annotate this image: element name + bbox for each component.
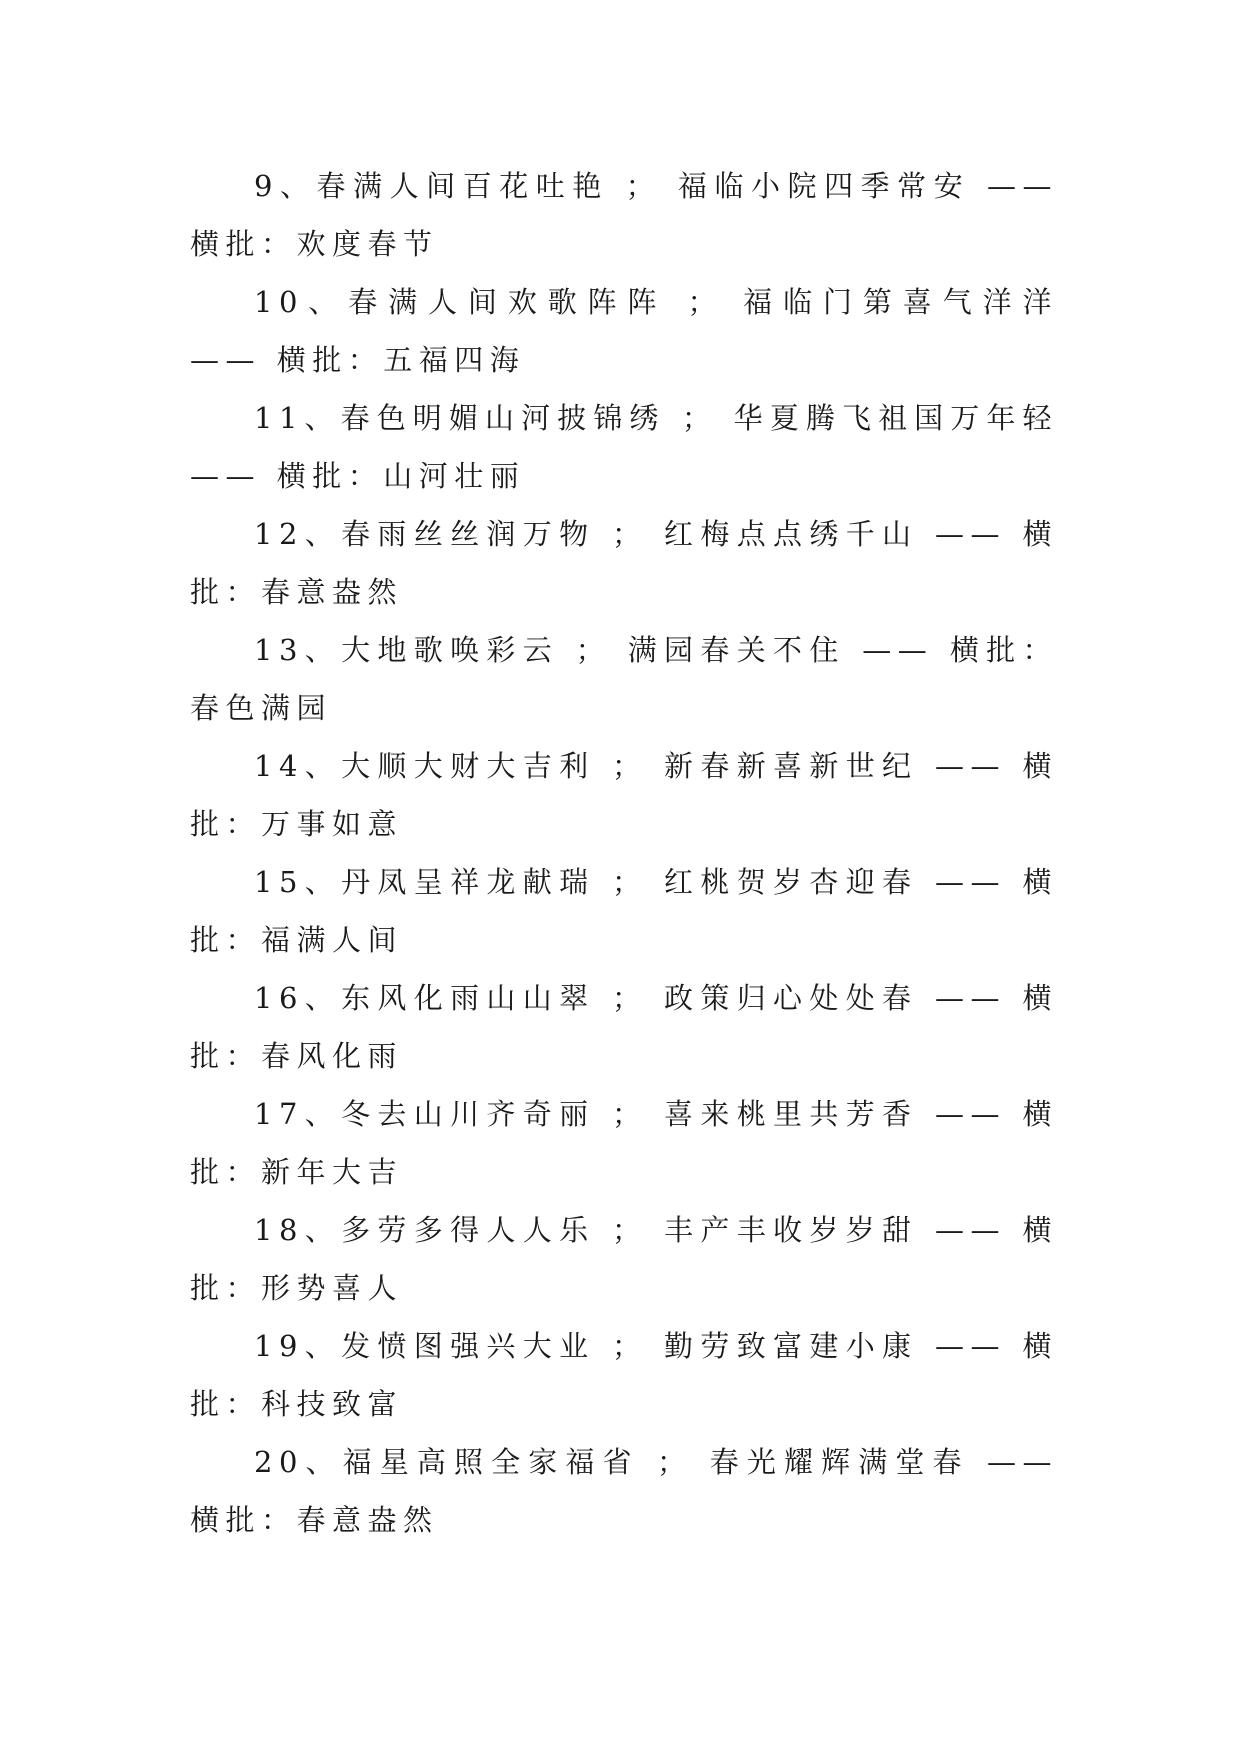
couplet-item: 14、大顺大财大吉利 ； 新春新喜新世纪 —— 横批：万事如意 xyxy=(190,749,1058,841)
couplet-item: 9、春满人间百花吐艳 ； 福临小院四季常安 —— 横批：欢度春节 xyxy=(190,169,1058,261)
couplet-item: 11、春色明媚山河披锦绣 ； 华夏腾飞祖国万年轻 —— 横批：山河壮丽 xyxy=(190,401,1058,493)
couplet-item: 17、冬去山川齐奇丽 ； 喜来桃里共芳香 —— 横批：新年大吉 xyxy=(190,1097,1058,1189)
couplet-item: 18、多劳多得人人乐 ； 丰产丰收岁岁甜 —— 横批：形势喜人 xyxy=(190,1213,1058,1305)
couplet-item: 12、春雨丝丝润万物 ； 红梅点点绣千山 —— 横批：春意盎然 xyxy=(190,517,1058,609)
couplet-item: 19、发愤图强兴大业 ； 勤劳致富建小康 —— 横批：科技致富 xyxy=(190,1329,1058,1421)
couplet-item: 10、春满人间欢歌阵阵 ； 福临门第喜气洋洋 —— 横批：五福四海 xyxy=(190,285,1058,377)
couplet-item: 20、福星高照全家福省 ； 春光耀辉满堂春 —— 横批：春意盎然 xyxy=(190,1445,1058,1537)
couplet-item: 15、丹凤呈祥龙献瑞 ； 红桃贺岁杏迎春 —— 横批：福满人间 xyxy=(190,865,1058,957)
couplet-list xyxy=(190,157,1058,1549)
couplet-item: 16、东风化雨山山翠 ； 政策归心处处春 —— 横批：春风化雨 xyxy=(190,981,1058,1073)
couplet-item: 13、大地歌唤彩云 ； 满园春关不住 —— 横批：春色满园 xyxy=(190,633,1058,725)
